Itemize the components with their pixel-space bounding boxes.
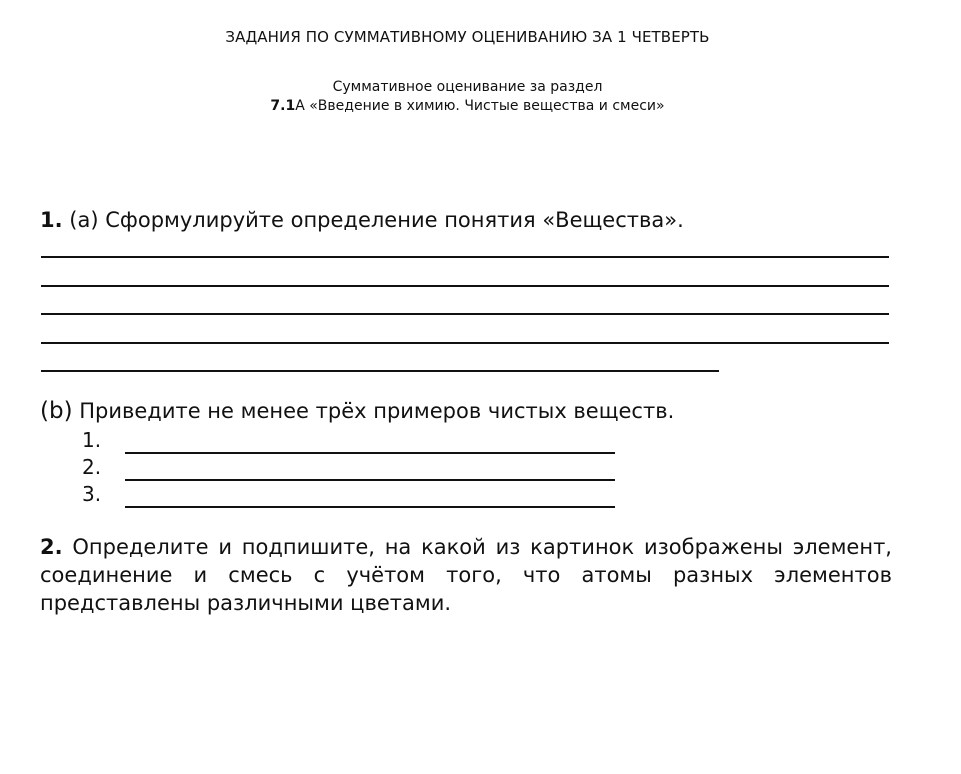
section-code: 7.1 [270, 98, 296, 114]
subtitle-line-1: Суммативное оценивание за раздел [332, 79, 603, 95]
answer-line-5[interactable] [41, 370, 719, 372]
example-answer-line-1[interactable] [125, 452, 615, 454]
section-subtitle [0, 78, 935, 116]
question-1a-text: Сформулируйте определение понятия «Вещества». [105, 208, 684, 232]
example-answer-line-3[interactable] [125, 506, 615, 508]
question-1-number: 1. [40, 208, 63, 232]
answer-line-4[interactable] [41, 342, 889, 344]
answer-line-1[interactable] [41, 256, 889, 258]
question-1b-text: Приведите не менее трёх примеров чистых веществ. [79, 399, 675, 423]
question-2-text: Определите и подпишите, на какой из картинок изображены элемент, соединение и смесь с учётом того, что атомы разных элементов представлены различными цветами. [40, 535, 892, 615]
example-answer-line-2[interactable] [125, 479, 615, 481]
question-1b-label: (b) [40, 398, 73, 424]
example-number-2: 2. [82, 455, 102, 479]
question-1b [40, 398, 900, 424]
question-1a [40, 208, 900, 232]
answer-line-3[interactable] [41, 313, 889, 315]
example-number-3: 3. [82, 482, 102, 506]
section-name: А «Введение в химию. Чистые вещества и смеси» [295, 98, 665, 114]
example-number-1: 1. [82, 428, 102, 452]
question-2 [40, 533, 892, 617]
question-1a-label: (a) [69, 208, 99, 232]
question-2-number: 2. [40, 535, 63, 559]
page-title: ЗАДАНИЯ ПО СУММАТИВНОМУ ОЦЕНИВАНИЮ ЗА 1 ЧЕТВЕРТЬ [225, 28, 710, 46]
answer-line-2[interactable] [41, 285, 889, 287]
subtitle-line-2 [0, 97, 935, 116]
